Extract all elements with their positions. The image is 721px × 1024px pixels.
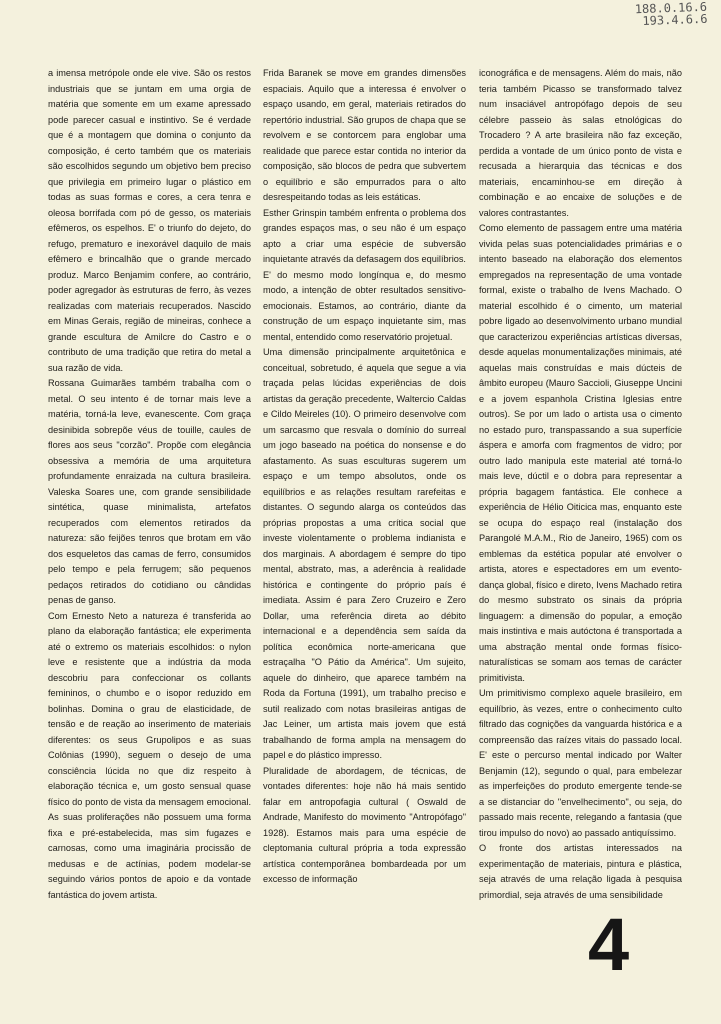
paragraph: iconográfica e de mensagens. Além do mais, não teria também Picasso se transformado talvez num insaciável antropófago depois de seu célebre passeio às salas etnológicas do Trocadero ? A arte brasileira não faz exceção, perdida a vontade de um único ponto de vista e recusada a hierarquia das técnicas e dos materiais, encaminhou-se em direção à combinação e ao encaixe de soluções e de valores contrastantes. — [479, 68, 682, 218]
text-column-right — [479, 66, 682, 903]
paragraph: Rossana Guimarães também trabalha com o metal. O seu intento é de tornar mais leve a matéria, torná-la leve, evanescente. Com graça desinibida sobrepõe véus de touille, caules de flores aos seus "corzão". Propõe com elegância obsessiva a memória de uma arquitetura profundamente enraizada na cultura brasileira. Valeska Soares une, com grande sensibilidade sintética, quase minimalista, artefatos recuperados com elementos retirados da natureza: são feijões tenros que brotam em vão dos esqueletos das camas de ferro, consumidos pelo tempo e pela ferrugem; são pequenos pedaços retirados do cotidiano ou cândidas penas de ganso. — [48, 378, 251, 605]
handwritten-annotation — [634, 1, 707, 28]
paragraph: Com Ernesto Neto a natureza é transferida ao plano da elaboração fantástica; ele experimenta até o extremo os materiais escolhidos: o nylon leve e resistente que a indústria da moda descobriu para confeccionar os collants femininos, o chumbo e o isopor reduzido em bolinhas. Domina o grau de elasticidade, de tensão e de reação ao inserimento de materiais diferentes: os seus Grupolipos e as suas Colônias (1990), seguem o desejo de uma consciência lúcida no que diz respeito à elaboração técnica e, um gosto sensual quase físico do ponto de vista da mensagem emocional. As suas proliferações não possuem uma forma fixa e pré-estabelecida, mas sim fugazes e carnosas, como uma imaginária procissão de medusas e de actínias, podem modelar-se seguindo vários pontos de apoio e da vontade fantástica do jovem artista. — [48, 610, 251, 900]
text-column-middle — [263, 66, 466, 888]
paragraph: Pluralidade de abordagem, de técnicas, de vontades diferentes: hoje não há mais sentido falar em antropofagia cultural ( Oswald de Andrade, Manifesto do movimento "Antropófago" 1928). Estamos mais para uma espécie de cleptomania cultural própria a toda expressão artística contemporânea bombardeada por um excesso de informação — [263, 765, 466, 884]
annotation-line-1: 188.0.16.6 — [634, 0, 708, 17]
text-column-left — [48, 66, 251, 903]
paragraph: Como elemento de passagem entre uma matéria vivida pelas suas potencialidades primárias e o intento baseado na elaboração dos elementos empregados na representação de uma vontade formal, existe o trabalho de Ivens Machado. O material escolhido é o cimento, um material pobre ligado ao desenvolvimento urbano mundial que caracterizou experiências artísticas diversas, desde aquelas monumentalizações minimais, até aquelas mais construídas e mais dúcteis de âmbito europeu (Mauro Saccioli, Giuseppe Uncini e a jovem espanhola Cristina Iglesias entre outros). Se por um lado o artista usa o cimento no estado puro, transpassando a sua superfície áspera e amorfa com fragmentos de vidro; por outro lado manipula este material até torná-lo mais leve, dúctil e o dobra para representar a própria bagagem fantástica. Ele conhece a experiência de Hélio Oiticica mas, enquanto este se ocupa do espaço real (instalação dos Parangolé M.A.M., Rio de Janeiro, 1965) com os emblemas da estética popular até envolver o artista, atores e espectadores em um evento-dança global, físico e direto, Ivens Machado retira do mesmo substrato os sinais da própria linguagem: a dimensão do popular, a emoção mais instintiva e mais autóctona é transportada a uma abstração mental onde formas físico-naturalísticas se somam aos temas de carácter primitivista. — [479, 223, 682, 683]
page-number: 4 — [588, 903, 630, 986]
paragraph: Uma dimensão principalmente arquitetônica e conceitual, sobretudo, é aquela que segue a via traçada pelas lúcidas experiências de dois artistas da geração precedente, Waltercio Caldas e Cildo Meireles (10). O primeiro desenvolve com um sarcasmo que resvala o domínio do surreal um jogo baseado na poética do nonsense e do afastamento. As suas esculturas sugerem um espaço e um tempo absolutos, onde os equilíbrios e as relações resultam rarefeitas e distantes. O segundo alarga os conteúdos das próprias propostas a uma crítica social que investe violentamente o problema indianista e dos marginais. A abordagem é sempre do tipo mental, abstrato, mas, a aderência à realidade histórica e contingente do próprio país é imediata. Assim é para Zero Cruzeiro e Zero Dollar, uma referência direta ao débito internacional e a dependência sem saída da política econômica norte-americana que estraçalha "O Pátio da América". Um sujeito, aquele do dinheiro, que aparece também na Roda da Fortuna (1991), um trabalho preciso e sutil realizado com notas brasileiras antigas de Jac Leiner, um artista mais jovem que está trabalhando de forma ampla na mensagem do papel e do plástico impresso. — [263, 347, 466, 760]
paragraph: Frida Baranek se move em grandes dimensões espaciais. Aquilo que a interessa é envolver o espaço usando, em geral, materiais retirados do repertório industrial. São grupos de chapa que se revolvem e se contorcem para englobar uma realidade que parece estar contida no interior da composição, são blocos de pedra que subvertem o equilíbrio e são empurrados para o alto desrespeitando todas as leis estáticas. — [263, 68, 466, 202]
paragraph: Esther Grinspin também enfrenta o problema dos grandes espaços mas, o seu não é um espaço apto a criar uma espécie de subversão inquietante através da defasagem dos equilíbrios. E' do mesmo modo longínqua e, do mesmo modo, a intenção de obter resultados sensitivo- emocionais. Estamos, ao contrário, diante da construção de um espaço inquietante sim, mas mental, entendido como reservatório projetual. — [263, 207, 466, 342]
paragraph: a imensa metrópole onde ele vive. São os restos industriais que se juntam em uma orgia de matéria que somente em um exame apressado pode parecer casual e instintivo. Se é verdade que é a montagem que domina o conjunto da composição, é certo também que os materiais são escolhidos segundo um objetivo bem preciso que privilegia em primeiro lugar o plástico em todas as suas formas e cores, a cera tenra e oleosa borrifada com pó de gesso, os materiais efêmeros, os espelhos. E' o triunfo do dejeto, do refugo, prematuro e inexorável daquilo de mais efêmero e brincalhão que o grande mercado produz. Marco Benjamim confere, ao contrário, poder agregador às estruturas de ferro, às vezes realizadas com materiais recuperados. Nascido em Minas Gerais, região de mineiras, conhece a grande escultura de Amilcre do Castro e o contributo de uma tradição que retira do metal a sua razão de vida. — [48, 68, 251, 373]
paragraph: Um primitivismo complexo aquele brasileiro, em equilíbrio, às vezes, entre o conhecimento culto filtrado das cognições da vanguarda histórica e a compreensão das raízes vitais do passado local. E' este o percurso mental indicado por Walter Benjamin (12), segundo o qual, para embelezar as imperfeições do produto emergente tende-se a se distanciar do "envelhecimento", ou seja, do passado mais recente, relegando a fantasia (que tirou impulso do novo) ao passado antiquíssimo. — [479, 688, 682, 838]
paragraph: O fronte dos artistas interessados na experimentação de materiais, pintura e plástica, seja através de uma relação ligada à pesquisa primordial, seja através de uma sensibilidade — [479, 843, 682, 900]
annotation-line-2: 193.4.6.6 — [641, 11, 708, 29]
